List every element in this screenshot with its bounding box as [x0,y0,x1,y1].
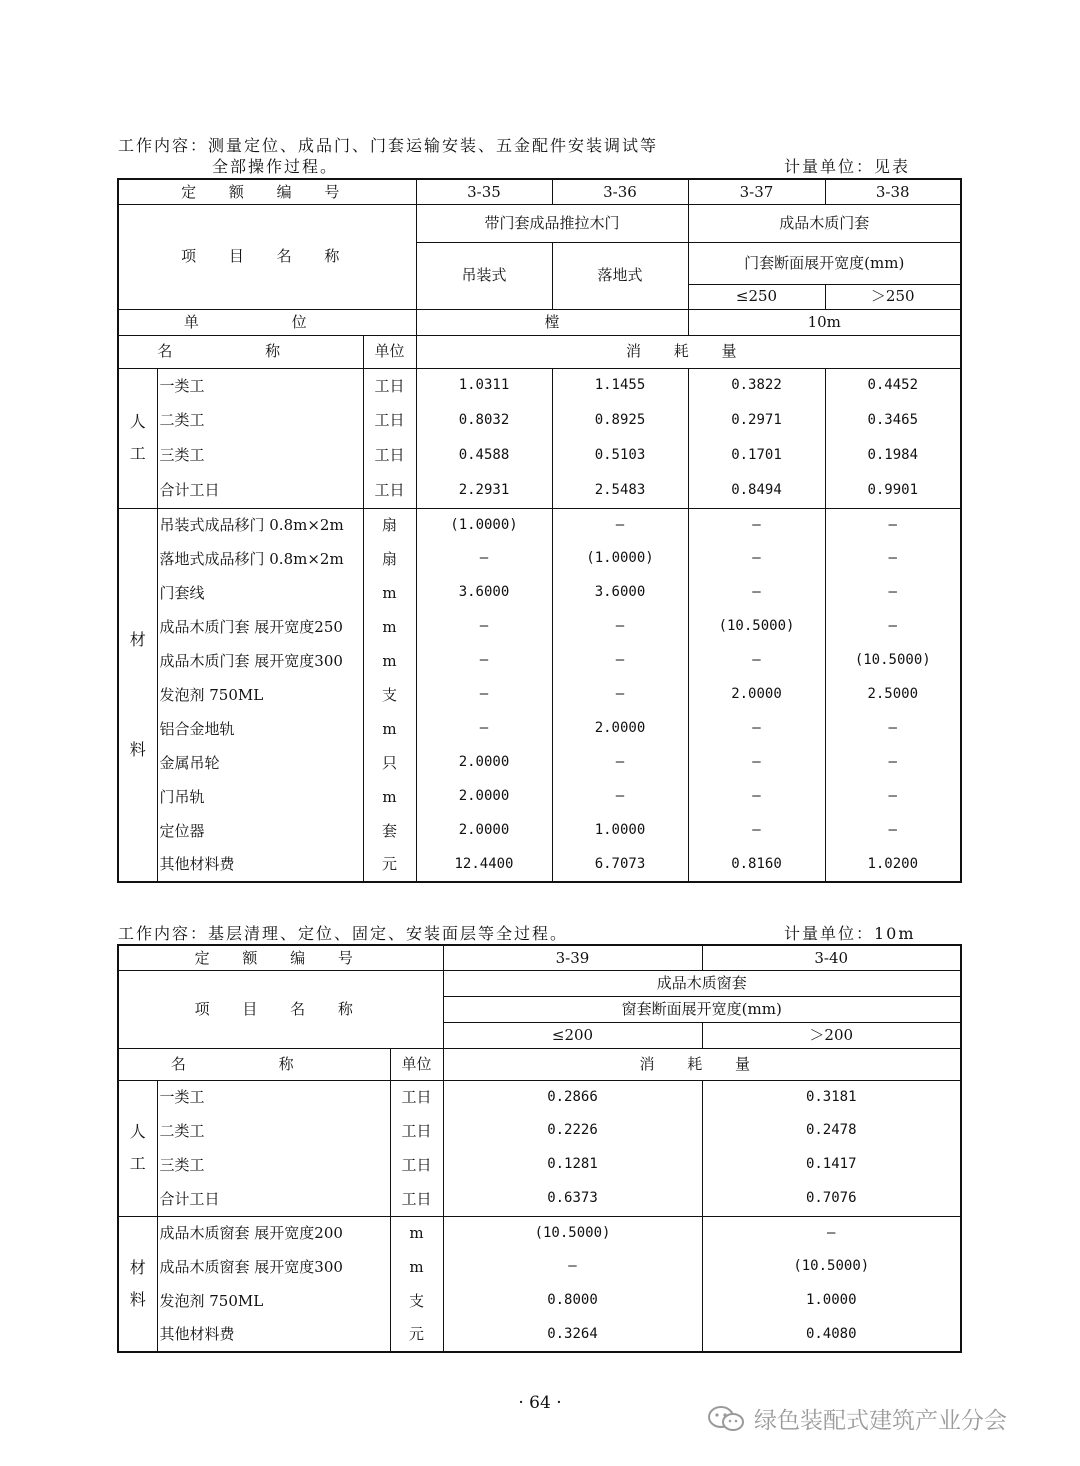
unit-of-measure-2: 计量单位：10m [784,924,916,943]
resource-name: 门套线 [157,576,363,610]
watermark [706,1402,1007,1435]
table-row [118,473,961,508]
consumption-value: 0.8160 [688,848,825,882]
resource-name: 发泡剂 750ML [157,1284,390,1318]
consumption-value: 0.7076 [702,1182,961,1216]
resource-name: 三类工 [157,438,363,473]
consumption-value: — [416,712,552,746]
resource-name: 铝合金地轨 [157,712,363,746]
consumption-value: 0.8925 [552,403,688,438]
table-row [118,1318,961,1352]
group-header-frame: 成品木质门套 [688,204,961,242]
wechat-icon [706,1405,746,1433]
consumption-value: — [552,746,688,780]
consumption-value: 0.2226 [443,1114,702,1148]
resource-unit: m [363,644,416,678]
consumption-value: — [825,542,961,576]
consumption-value: 0.4588 [416,438,552,473]
table-row [118,1216,961,1250]
consumption-value: 0.3181 [702,1080,961,1114]
unit-value: 10m [688,309,961,335]
resource-name: 定位器 [157,814,363,848]
consumption-value: 0.3264 [443,1318,702,1352]
consumption-value: 0.8032 [416,403,552,438]
resource-unit: 工日 [390,1182,443,1216]
table-row [118,1148,961,1182]
consumption-value: 0.4452 [825,368,961,403]
table-row [118,542,961,576]
consumption-value: (10.5000) [688,610,825,644]
resource-unit: m [363,780,416,814]
consumption-value: 3.6000 [416,576,552,610]
resource-name: 合计工日 [157,473,363,508]
category-label [118,1216,157,1352]
consumption-value: 0.6373 [443,1182,702,1216]
category-label [118,1080,157,1216]
consumption-value: — [688,576,825,610]
table-row [118,678,961,712]
work-content-2: 工作内容：基层清理、定位、固定、安装面层等全过程。 [118,924,569,943]
table-row [118,403,961,438]
consumption-value: — [688,814,825,848]
consumption-value: — [825,746,961,780]
consumption-value: 6.7073 [552,848,688,882]
resource-name: 金属吊轮 [157,746,363,780]
consumption-value: 2.0000 [416,780,552,814]
category-char: 料 [129,1289,146,1309]
table-row [118,1250,961,1284]
resource-name: 落地式成品移门 0.8m×2m [157,542,363,576]
consumption-value: 1.0000 [702,1284,961,1318]
consumption-value: 0.2478 [702,1114,961,1148]
sub-header-hanging: 吊装式 [416,242,552,309]
consumption-value: — [702,1216,961,1250]
consumption-value: 1.0200 [825,848,961,882]
category-char: 人 [129,412,146,432]
resource-name: 吊装式成品移门 0.8m×2m [157,508,363,542]
consumption-value: 2.0000 [688,678,825,712]
resource-name: 其他材料费 [157,1318,390,1352]
unit-value: 樘 [416,309,688,335]
consumption-value: 2.2931 [416,473,552,508]
resource-unit: 套 [363,814,416,848]
width-header: ＞250 [825,284,961,309]
consumption-value: 0.1417 [702,1148,961,1182]
group-header-window: 成品木质窗套 [443,970,961,996]
table-row [118,712,961,746]
resource-unit: 支 [390,1284,443,1318]
sub-header-width: 窗套断面展开宽度(mm) [443,996,961,1022]
consumption-value: — [552,610,688,644]
category-label [118,508,157,882]
quota-code: 3-39 [443,945,702,970]
resource-name: 一类工 [157,1080,390,1114]
resource-name: 成品木质门套 展开宽度300 [157,644,363,678]
consumption-value: 0.5103 [552,438,688,473]
consumption-value: — [416,542,552,576]
table-row [118,368,961,403]
consumption-value: (10.5000) [702,1250,961,1284]
quota-code: 3-38 [825,179,961,204]
consumption-value: — [825,814,961,848]
resource-unit: 工日 [390,1114,443,1148]
consumption-value: 2.0000 [416,746,552,780]
category-char: 工 [129,444,146,463]
resource-unit: 元 [363,848,416,882]
resource-unit: 扇 [363,508,416,542]
consumption-value: 1.0311 [416,368,552,403]
consumption-value: (10.5000) [825,644,961,678]
consumption-value: — [825,780,961,814]
consumption-value: — [688,508,825,542]
resource-unit: 工日 [363,368,416,403]
category-char: 工 [129,1154,146,1173]
resource-unit: 支 [363,678,416,712]
item-name-label: 项 目 名 称 [118,204,416,309]
table-row [118,508,961,542]
category-char: 材 [129,630,146,650]
consumption-value: — [416,644,552,678]
work-content-1-cont: 全部操作过程。 [212,157,339,176]
resource-name: 门吊轨 [157,780,363,814]
consumption-value: 0.1984 [825,438,961,473]
consumption-value: 2.0000 [552,712,688,746]
consumption-label: 消 耗 量 [443,1048,961,1080]
consumption-value: 0.3822 [688,368,825,403]
resource-unit: m [390,1250,443,1284]
category-char: 材 [129,1258,146,1278]
consumption-value: 3.6000 [552,576,688,610]
consumption-value: — [688,780,825,814]
name-col-label: 名 称 [118,1048,390,1080]
consumption-value: — [416,610,552,644]
consumption-value: — [552,678,688,712]
resource-unit: m [390,1216,443,1250]
consumption-value: 2.5483 [552,473,688,508]
consumption-value: — [688,712,825,746]
table-row [118,780,961,814]
resource-name: 一类工 [157,368,363,403]
resource-name: 合计工日 [157,1182,390,1216]
consumption-value: 0.2866 [443,1080,702,1114]
resource-unit: 元 [390,1318,443,1352]
work-content-1: 工作内容：测量定位、成品门、门套运输安装、五金配件安装调试等 [118,136,659,155]
quota-code: 3-37 [688,179,825,204]
table-row [118,746,961,780]
table-row [118,1080,961,1114]
resource-unit: m [363,610,416,644]
category-label [118,368,157,508]
table-row [118,1114,961,1148]
table-row [118,814,961,848]
resource-unit: 工日 [363,403,416,438]
resource-unit: 工日 [363,438,416,473]
resource-name: 成品木质窗套 展开宽度300 [157,1250,390,1284]
resource-name: 其他材料费 [157,848,363,882]
table-row [118,438,961,473]
resource-unit: 只 [363,746,416,780]
resource-name: 二类工 [157,403,363,438]
consumption-value: 0.3465 [825,403,961,438]
unit-label: 单 位 [118,309,416,335]
consumption-value: — [688,644,825,678]
table-row [118,1182,961,1216]
consumption-value: 0.8494 [688,473,825,508]
consumption-value: 1.0000 [552,814,688,848]
consumption-value: — [688,746,825,780]
resource-unit: 工日 [363,473,416,508]
consumption-value: (1.0000) [552,542,688,576]
sub-header-floor: 落地式 [552,242,688,309]
quota-code: 3-40 [702,945,961,970]
resource-unit: 扇 [363,542,416,576]
name-col-label: 名 称 [118,335,363,368]
resource-name: 发泡剂 750ML [157,678,363,712]
unit-col-label: 单位 [363,335,416,368]
consumption-value: (10.5000) [443,1216,702,1250]
quota-code: 3-35 [416,179,552,204]
unit-col-label: 单位 [390,1048,443,1080]
consumption-value: (1.0000) [416,508,552,542]
category-char: 料 [129,739,146,759]
width-header: ＞200 [702,1022,961,1048]
consumption-value: 1.1455 [552,368,688,403]
table-row [118,848,961,882]
group-header-door: 带门套成品推拉木门 [416,204,688,242]
consumption-value: — [443,1250,702,1284]
resource-name: 二类工 [157,1114,390,1148]
table-row [118,610,961,644]
item-name-label: 项 目 名 称 [118,970,443,1048]
resource-name: 三类工 [157,1148,390,1182]
watermark-text: 绿色装配式建筑产业分会 [754,1408,1007,1434]
consumption-value: 0.9901 [825,473,961,508]
table-row [118,576,961,610]
resource-unit: 工日 [390,1080,443,1114]
consumption-value: 2.5000 [825,678,961,712]
consumption-value: — [552,644,688,678]
consumption-value: 0.1281 [443,1148,702,1182]
consumption-value: — [552,508,688,542]
page-number: · 64 · [518,1393,562,1413]
quota-table-2 [117,944,962,1353]
quota-no-label: 定 额 编 号 [118,945,443,970]
width-header: ≤200 [443,1022,702,1048]
consumption-value: — [552,780,688,814]
sub-header-width: 门套断面展开宽度(mm) [688,242,961,284]
resource-unit: m [363,576,416,610]
consumption-value: 12.4400 [416,848,552,882]
resource-name: 成品木质门套 展开宽度250 [157,610,363,644]
consumption-value: — [825,576,961,610]
consumption-value: 0.4080 [702,1318,961,1352]
consumption-value: — [688,542,825,576]
consumption-value: — [825,508,961,542]
quota-table-1 [117,178,962,883]
consumption-value: — [825,610,961,644]
resource-unit: m [363,712,416,746]
consumption-value: 2.0000 [416,814,552,848]
consumption-value: 0.2971 [688,403,825,438]
consumption-value: 0.1701 [688,438,825,473]
consumption-label: 消 耗 量 [416,335,961,368]
resource-unit: 工日 [390,1148,443,1182]
consumption-value: — [825,712,961,746]
consumption-value: — [416,678,552,712]
quota-no-label: 定 额 编 号 [118,179,416,204]
table-row [118,1284,961,1318]
category-char: 人 [129,1122,146,1142]
consumption-value: 0.8000 [443,1284,702,1318]
unit-of-measure-1: 计量单位：见表 [784,157,911,176]
table-row [118,644,961,678]
quota-code: 3-36 [552,179,688,204]
resource-name: 成品木质窗套 展开宽度200 [157,1216,390,1250]
width-header: ≤250 [688,284,825,309]
